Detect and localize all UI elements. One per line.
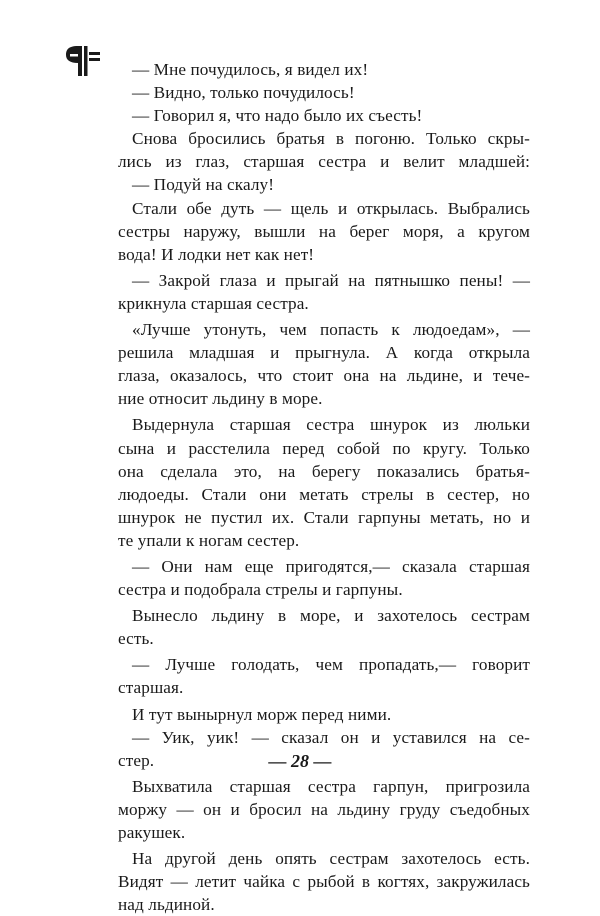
text-line: она сделала это, на берегу показались братья-	[118, 461, 530, 481]
text-line: лись из глаз, старшая сестра и велит младшей:	[118, 152, 530, 172]
text-line: — Подуй на скалу!	[132, 175, 275, 195]
story-text	[118, 58, 530, 916]
text-line: — Видно, только почудилось!	[132, 83, 355, 103]
text-line: — Закрой глаза и прыгай на пятнышко пены! —	[132, 270, 530, 290]
text-line: Видят — летит чайка с рыбой в когтях, закружилась	[118, 872, 530, 892]
text-line: крикнула старшая сестра.	[118, 293, 309, 313]
text-line: те упали к ногам сестер.	[118, 530, 300, 550]
text-line: ние относит льдину в море.	[118, 389, 323, 409]
text-line: — Они нам еще пригодятся,— сказала старшая	[132, 556, 530, 576]
text-line: глаза, оказалось, что стоит она на льдине, и тече-	[118, 366, 530, 386]
text-line: — Уик, уик! — сказал он и уставился на се-	[132, 727, 530, 747]
text-line: «Лучше утонуть, чем попасть к людоедам», —	[132, 320, 530, 340]
text-line: — Мне почудилось, я видел их!	[132, 60, 369, 79]
page-number: — 28 —	[268, 751, 332, 771]
text-line: над льдиной.	[118, 895, 215, 915]
text-line: вода! И лодки нет как нет!	[118, 244, 315, 264]
text-line: И тут вынырнул морж перед ними.	[132, 704, 392, 724]
text-line: шнурок не пустил их. Стали гарпуны метать, но и	[118, 507, 530, 527]
text-line: есть.	[118, 629, 154, 649]
text-line: сестры наружу, вышли на берег моря, а кругом	[118, 221, 530, 241]
text-line: — Говорил я, что надо было их съесть!	[132, 106, 423, 126]
text-line: сестра и подобрала стрелы и гарпуны.	[118, 580, 403, 600]
text-line: Снова бросились братья в погоню. Только скры-	[132, 129, 530, 149]
text-line: стер.	[118, 750, 155, 770]
pilcrow-ornament-icon	[62, 40, 102, 80]
text-line: решила младшая и прыгнула. А когда открыла	[118, 343, 530, 363]
text-line: Стали обе дуть — щель и открылась. Выбрались	[132, 198, 530, 218]
text-line: моржу — он и бросил на льдину груду съедобных	[118, 799, 530, 819]
text-line: Выдернула старшая сестра шнурок из люльки	[132, 415, 530, 435]
text-line: На другой день опять сестрам захотелось есть.	[132, 849, 530, 869]
text-line: — Лучше голодать, чем пропадать,— говорит	[132, 655, 530, 675]
text-line: Вынесло льдину в море, и захотелось сестрам	[132, 606, 530, 626]
text-line: сына и расстелила перед собой по кругу. Только	[118, 438, 530, 458]
text-line: ракушек.	[118, 823, 186, 842]
text-line: людоеды. Стали они метать стрелы в сестер, но	[118, 484, 530, 504]
text-line: Выхватила старшая сестра гарпун, пригрозила	[132, 776, 530, 796]
text-line: старшая.	[118, 678, 184, 698]
